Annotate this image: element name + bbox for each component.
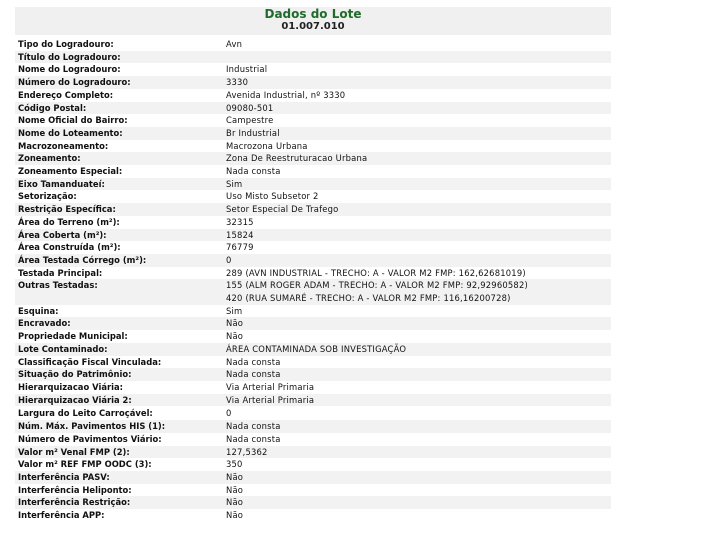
field-value: Sim [223, 178, 611, 191]
table-row [15, 317, 611, 330]
field-value: Campestre [226, 115, 274, 126]
field-value: Não [226, 331, 244, 342]
field-label: Título do Logradouro: [15, 51, 223, 64]
field-label: Testada Principal: [18, 267, 103, 278]
table-row [15, 254, 611, 267]
table-row [15, 267, 611, 280]
field-value: Setor Especial De Trafego [223, 203, 611, 216]
table-row [15, 305, 611, 318]
field-label: Largura do Leito Carroçável: [18, 408, 153, 419]
field-value: 0 [226, 408, 232, 419]
field-label: Zoneamento: [15, 152, 223, 165]
field-value: Não [223, 317, 611, 330]
field-label: Esquina: [18, 305, 59, 316]
field-label: Valor m² REF FMP OODC (3): [18, 459, 152, 470]
field-value [223, 279, 611, 304]
field-label: Área do Terreno (m²): [18, 216, 120, 227]
field-value: 350 [226, 459, 243, 470]
table-row [15, 51, 611, 64]
field-label: Valor m² Venal FMP (2): [15, 446, 223, 459]
field-label: Macrozoneamento: [18, 140, 109, 151]
table-row [15, 484, 611, 497]
table-row [15, 496, 611, 509]
table-row [15, 433, 611, 446]
field-label: Eixo Tamanduateí: [15, 178, 223, 191]
table-row [15, 406, 611, 420]
field-value: Uso Misto Subsetor 2 [226, 191, 319, 202]
field-value-line: 420 (RUA SUMARÉ - TRECHO: A - VALOR M2 FMP: 116,16200728) [226, 293, 511, 304]
field-value: ÁREA CONTAMINADA SOB INVESTIGAÇÃO [223, 343, 611, 356]
field-label: Endereço Completo: [18, 89, 114, 100]
field-value: Nada consta [223, 368, 611, 381]
table-row [15, 89, 611, 102]
field-value: 09080-501 [223, 102, 611, 115]
field-value: 0 [223, 254, 611, 267]
table-row [15, 190, 611, 203]
field-value: Sim [226, 305, 243, 316]
field-label: Área Testada Córrego (m²): [15, 254, 223, 267]
field-label: Área Construída (m²): [18, 242, 121, 253]
field-label: Número de Pavimentos Viário: [18, 433, 162, 444]
table-row [15, 114, 611, 127]
table-row [15, 216, 611, 229]
table-row [15, 368, 611, 381]
field-label: Tipo do Logradouro: [18, 39, 114, 49]
field-value: Avn [226, 39, 243, 49]
field-value [223, 51, 611, 64]
lot-attributes-table [15, 38, 611, 522]
field-value: Não [226, 510, 244, 521]
field-label: Interferência APP: [18, 510, 105, 521]
field-value: Nada consta [223, 420, 611, 433]
field-value: Via Arterial Primaria [223, 394, 611, 407]
panel-title: Dados do Lote [264, 7, 362, 21]
table-row [15, 140, 611, 153]
field-label: Propriedade Municipal: [18, 331, 128, 342]
field-label: Interferência Heliponto: [18, 484, 132, 495]
field-label: Interferência Restrição: [15, 496, 223, 509]
field-value-line: 155 (ALM ROGER ADAM - TRECHO: A - VALOR M2 FMP: 92,92960582) [226, 280, 528, 291]
field-label: Restrição Específica: [15, 203, 223, 216]
field-value: 289 (AVN INDUSTRIAL - TRECHO: A - VALOR M2 FMP: 162,62681019) [226, 267, 526, 278]
field-label: Número do Logradouro: [15, 76, 223, 89]
field-label: Área Coberta (m²): [15, 229, 223, 242]
field-value: 76779 [226, 242, 254, 253]
panel-header [15, 7, 611, 35]
field-label: Setorização: [18, 191, 77, 202]
table-row [15, 127, 611, 140]
lot-attributes-body [15, 38, 611, 522]
lot-data-panel [15, 7, 611, 522]
table-row [15, 165, 611, 178]
table-row [15, 279, 611, 304]
field-value: Industrial [226, 64, 268, 75]
table-row [15, 394, 611, 407]
field-label: Hierarquizacao Viária 2: [15, 394, 223, 407]
table-row [15, 38, 611, 51]
table-row [15, 102, 611, 115]
field-value: 127,5362 [223, 446, 611, 459]
field-label: Classificação Fiscal Vinculada: [18, 356, 162, 367]
table-row [15, 203, 611, 216]
field-value: Não [223, 496, 611, 509]
field-value: Não [223, 471, 611, 484]
field-value: Macrozona Urbana [226, 140, 308, 151]
field-value: Avenida Industrial, nº 3330 [226, 89, 346, 100]
field-label: Outras Testadas: [15, 279, 223, 304]
table-row [15, 356, 611, 369]
table-row [15, 458, 611, 471]
table-row [15, 229, 611, 242]
field-value: Nada consta [226, 433, 281, 444]
field-label: Nome do Logradouro: [18, 64, 121, 75]
table-row [15, 330, 611, 343]
table-row [15, 343, 611, 356]
table-row [15, 76, 611, 89]
lot-code: 01.007.010 [281, 21, 345, 32]
field-value: Via Arterial Primaria [226, 381, 315, 392]
field-value: 3330 [223, 76, 611, 89]
field-label: Situação do Patrimônio: [15, 368, 223, 381]
table-row [15, 446, 611, 459]
field-value: Não [226, 484, 244, 495]
field-label: Interferência PASV: [15, 471, 223, 484]
field-label: Nome Oficial do Bairro: [18, 115, 128, 126]
table-row [15, 241, 611, 254]
field-value: Nada consta [226, 356, 281, 367]
field-label: Código Postal: [15, 102, 223, 115]
table-row [15, 63, 611, 76]
table-row [15, 381, 611, 394]
field-value: Nada consta [226, 166, 281, 177]
table-row [15, 471, 611, 484]
field-value: 32315 [226, 216, 254, 227]
field-value: 15824 [223, 229, 611, 242]
table-row [15, 509, 611, 522]
table-row [15, 152, 611, 165]
field-label: Hierarquizacao Viária: [18, 381, 123, 392]
table-row [15, 420, 611, 433]
field-label: Zoneamento Especial: [18, 166, 123, 177]
field-label: Encravado: [15, 317, 223, 330]
field-label: Nome do Loteamento: [15, 127, 223, 140]
field-label: Lote Contaminado: [15, 343, 223, 356]
field-value: Br Industrial [223, 127, 611, 140]
field-label: Núm. Máx. Pavimentos HIS (1): [15, 420, 223, 433]
field-value: Zona De Reestruturacao Urbana [223, 152, 611, 165]
table-row [15, 178, 611, 191]
